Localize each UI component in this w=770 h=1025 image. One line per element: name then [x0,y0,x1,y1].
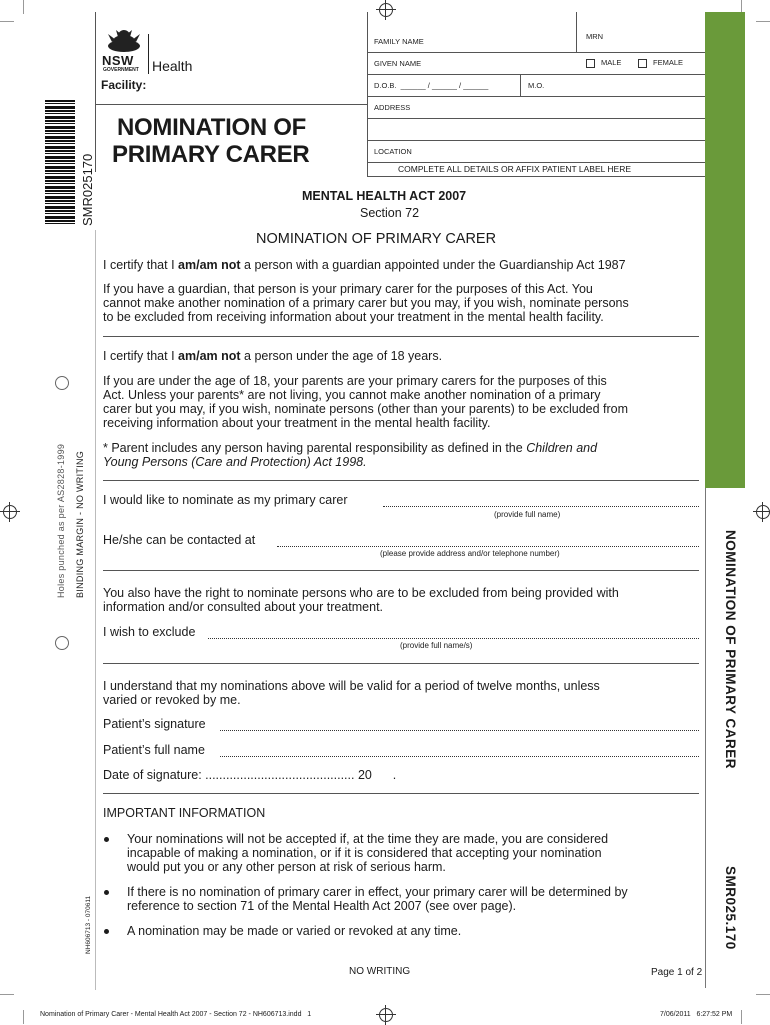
exclude-paragraph-line: information and/or consulted about your treatment. [103,600,384,614]
guardian-certification: I certify that I am/am not a person with a guardian appointed under the Guardianship Act 1987 [103,258,626,272]
bullet-icon [104,890,109,895]
page-number: Page 1 of 2 [651,967,703,978]
age-paragraph-line: If you are under the age of 18, your parents are your primary carers for the purposes of this [103,374,607,388]
patient-box-mrn-divider [576,12,577,52]
act-section: Section 72 [360,206,420,220]
contact-details-field[interactable] [277,546,699,547]
trim-mark [23,0,24,14]
binding-margin-note: BINDING MARGIN - NO WRITING [75,450,85,598]
address-label: ADDRESS [374,103,411,112]
form-title-line1: NOMINATION OF [117,114,306,141]
side-tab [705,12,745,488]
age-paragraph-line: receiving information about your treatment in the mental health facility. [103,416,491,430]
bullet-icon [104,837,109,842]
trim-mark [756,994,770,995]
age-paragraph-line: carer but you may, if you wish, nominate persons (other than your parents) to be excluded from [103,402,629,416]
punch-hole-bottom [55,636,69,650]
punch-hole-top [55,376,69,390]
patient-box-line [367,74,705,75]
patient-box-line [367,118,705,119]
validity-paragraph-line: I understand that my nominations above will be valid for a period of twelve months, unless [103,679,600,693]
bullet-icon [104,929,109,934]
section-divider [103,570,699,571]
section-divider [103,793,699,794]
patient-box-line [367,162,705,163]
nominate-name-field[interactable] [383,506,699,507]
side-tab-title: NOMINATION OF PRIMARY CARER [723,530,738,769]
trim-mark [0,994,14,995]
guardian-paragraph-line: If you have a guardian, that person is your primary carer for the purposes of this Act. You [103,282,593,296]
trim-mark [756,21,770,22]
facility-label: Facility: [101,78,147,92]
patient-full-name-field[interactable] [220,756,699,757]
section-divider [103,480,699,481]
important-bullet-line: If there is no nomination of primary carer in effect, your primary carer will be determined by [127,885,628,899]
section-divider [103,336,699,337]
male-checkbox[interactable]: MALE [586,58,621,68]
margin-rule [95,230,96,990]
section-divider [103,663,699,664]
important-bullet-line: incapable of making a nomination, or if it is considered that accepting your nomination [127,846,602,860]
patient-box-mo-divider [520,74,521,96]
side-tab-code: SMR025.170 [723,866,738,950]
patient-box-bottom [367,176,705,177]
location-label: LOCATION [374,147,412,156]
parent-definition-note-cont: Young Persons (Care and Protection) Act 1998. [103,455,367,469]
nominate-name-hint: (provide full name) [494,510,561,519]
age-certification: I certify that I am/am not a person under the age of 18 years. [103,349,443,363]
important-bullet-line: Your nominations will not be accepted if, at the time they are made, you are considered [127,832,609,846]
family-name-label: FAMILY NAME [374,37,424,46]
trim-mark [0,21,14,22]
mrn-label: MRN [586,32,604,41]
given-name-label: GIVEN NAME [374,59,422,68]
patient-full-name-label: Patient’s full name [103,743,205,757]
guardian-paragraph-line: cannot make another nomination of a primary carer but you may, if you wish, nominate persons [103,296,629,310]
exclude-paragraph-line: You also have the right to nominate persons who are to be excluded from being provided with [103,586,619,600]
trim-mark [23,1010,24,1024]
patient-label-instruction: COMPLETE ALL DETAILS OR AFFIX PATIENT LABEL HERE [398,164,632,174]
important-bullet-line: would put you or any other person at risk of serious harm. [127,860,446,874]
patient-signature-label: Patient’s signature [103,717,206,731]
header-divider [95,104,367,105]
section-heading: NOMINATION OF PRIMARY CARER [256,231,497,247]
logo-health-text: Health [152,58,193,74]
important-bullet-line: reference to section 71 of the Mental Health Act 2007 (see over page). [127,899,517,913]
validity-paragraph-line: varied or revoked by me. [103,693,241,707]
registration-mark-bottom [379,1008,393,1022]
exclude-label: I wish to exclude [103,625,196,639]
contact-label: He/she can be contacted at [103,533,256,547]
exclude-names-hint: (provide full name/s) [400,641,473,650]
form-title-line2: PRIMARY CARER [112,141,310,168]
barcode-code: SMR025170 [80,153,95,226]
registration-mark-right [756,505,770,519]
patient-box-line [367,96,705,97]
patient-box-line [367,140,705,141]
parent-definition-note: * Parent includes any person having parental responsibility as defined in the Children and [103,441,598,455]
patient-box-line [367,52,705,53]
logo-divider [148,34,149,74]
source-file-name: Nomination of Primary Carer - Mental Health Act 2007 - Section 72 - NH606713.indd 1 [40,1011,312,1018]
barcode-icon [45,100,75,224]
date-of-signature-field[interactable]: Date of signature: ........................................... 20 . [103,768,397,782]
registration-mark-top [379,3,393,17]
registration-mark-left [3,505,17,519]
no-writing-label: NO WRITING [349,966,411,977]
form-print-code: NH606713 - 070611 [85,895,92,954]
female-checkbox[interactable]: FEMALE [638,58,683,68]
print-datetime: 7/06/2011 6:27:52 PM [660,1011,733,1018]
important-bullet-line: A nomination may be made or varied or revoked at any time. [127,924,462,938]
holes-punched-note: Holes punched as per AS2828-1999 [56,443,66,598]
trim-mark [741,1010,742,1024]
guardian-paragraph-line: to be excluded from receiving information about your treatment in the mental health facility. [103,310,604,324]
age-paragraph-line: Act. Unless your parents* are not living, you cannot make another nomination of a primary [103,388,601,402]
logo-government-text: GOVERNMENT [103,67,139,73]
side-tab-border [705,488,706,988]
important-heading: IMPORTANT INFORMATION [103,806,266,820]
patient-signature-field[interactable] [220,730,699,731]
act-title: MENTAL HEALTH ACT 2007 [302,189,467,203]
patient-box-left [367,12,368,177]
dob-label: D.O.B. ______ / ______ / ______ [374,81,489,90]
header-frame-left [95,12,96,172]
nominate-label: I would like to nominate as my primary carer [103,493,348,507]
contact-details-hint: (please provide address and/or telephone number) [380,549,560,558]
mo-label: M.O. [528,81,545,90]
logo-nsw-text: NSW [102,53,134,68]
exclude-names-field[interactable] [208,638,699,639]
